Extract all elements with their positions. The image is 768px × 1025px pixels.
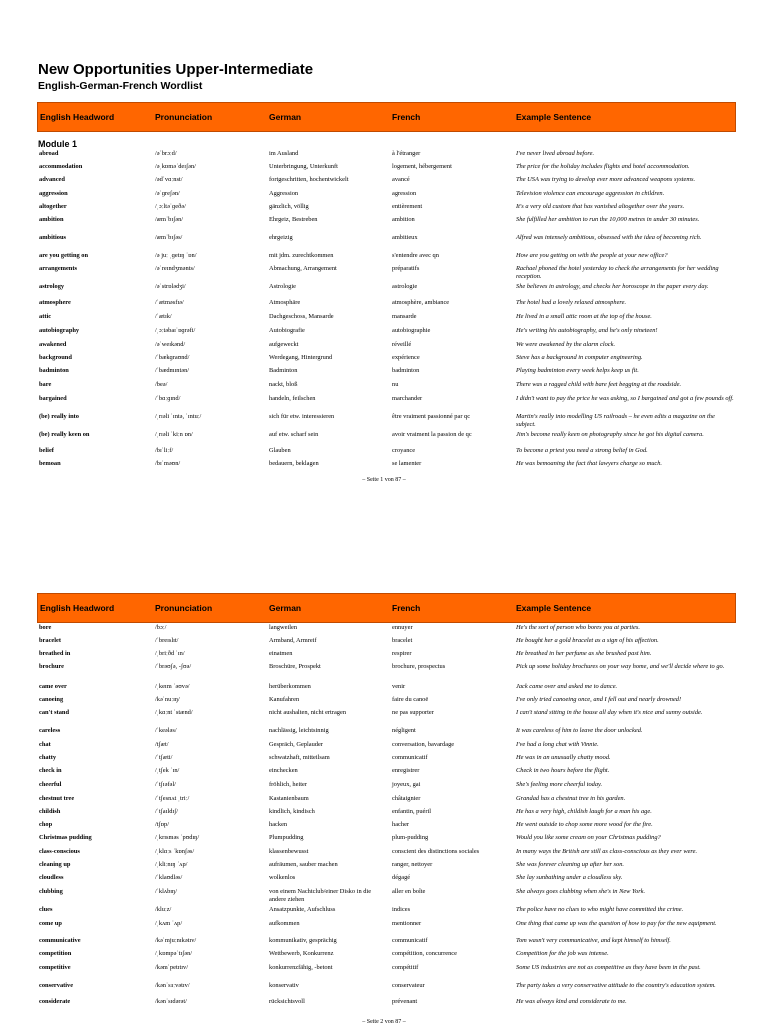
header-german: German <box>269 603 302 613</box>
cell-headword: (be) really keen on <box>39 431 90 438</box>
cell-french: être vraiment passionné par qc <box>392 413 471 420</box>
cell-french: réveillé <box>392 341 412 348</box>
cell-french: nu <box>392 381 399 388</box>
cell-pronunciation: /ˌkɒmpəˈtɪʃən/ <box>155 950 193 957</box>
cell-german: kindlich, kindisch <box>269 808 315 815</box>
cell-headword: competitive <box>39 964 71 971</box>
cell-french: bracelet <box>392 637 413 644</box>
cell-german: Ehrgeiz, Bestreben <box>269 216 318 223</box>
cell-headword: chestnut tree <box>39 795 75 802</box>
cell-headword: came over <box>39 683 67 690</box>
cell-pronunciation: /ˈbækɡraʊnd/ <box>155 354 190 361</box>
header-headword: English Headword <box>40 603 115 613</box>
cell-example: He has a very high, childish laugh for a man his age. <box>516 808 652 815</box>
cell-french: ne pas supporter <box>392 709 434 716</box>
cell-pronunciation: /əˌkɒməˈdeɪʃən/ <box>155 163 196 170</box>
cell-headword: cheerful <box>39 781 62 788</box>
cell-headword: badminton <box>39 367 69 374</box>
cell-headword: chat <box>39 741 51 748</box>
cell-french: respirer <box>392 650 412 657</box>
cell-german: einatmen <box>269 650 293 657</box>
cell-example: He's writing his autobiography, and he's only nineteen! <box>516 327 658 334</box>
cell-french: préparatifs <box>392 265 420 272</box>
cell-german: aufgeweckt <box>269 341 299 348</box>
cell-example: In many ways the British are still as class-conscious as they ever were. <box>516 848 698 855</box>
cell-example: Jim's become really keen on photography since he got his digital camera. <box>516 431 704 438</box>
cell-example: Pick up some holiday brochures on your way home, and we'll decide where to go. <box>516 663 725 670</box>
cell-headword: bargained <box>39 395 67 402</box>
cell-headword: considerate <box>39 998 71 1005</box>
cell-example: It was careless of him to leave the door unlocked. <box>516 727 643 734</box>
cell-german: im Ausland <box>269 150 299 157</box>
cell-german: Wettbewerb, Konkurrenz <box>269 950 334 957</box>
cell-german: aufräumen, sauber machen <box>269 861 338 868</box>
cell-french: expérience <box>392 354 420 361</box>
cell-pronunciation: /ˌrɪəli ˈɪntə, ˈɪntuː/ <box>155 413 202 420</box>
cell-french: communicatif <box>392 754 428 761</box>
cell-headword: atmosphere <box>39 299 71 306</box>
cell-german: einchecken <box>269 767 298 774</box>
cell-headword: accommodation <box>39 163 83 170</box>
cell-headword: astrology <box>39 283 65 290</box>
cell-german: Badminton <box>269 367 298 374</box>
cell-pronunciation: /ˈbædmɪntən/ <box>155 367 190 374</box>
cell-german: Abmachung, Arrangement <box>269 265 337 272</box>
cell-pronunciation: /kəˈmjuːnɪkətɪv/ <box>155 937 197 944</box>
cell-german: konkurrenzfähig, -betont <box>269 964 333 971</box>
cell-headword: are you getting on <box>39 252 89 259</box>
cell-french: châtaignier <box>392 795 421 802</box>
cell-example: She was forever cleaning up after her son. <box>516 861 625 868</box>
cell-headword: background <box>39 354 72 361</box>
cell-german: hacken <box>269 821 288 828</box>
cell-french: communicatif <box>392 937 428 944</box>
cell-german: nicht aushalten, nicht ertragen <box>269 709 347 716</box>
cell-french: se lamenter <box>392 460 422 467</box>
cell-german: rücksichtsvoll <box>269 998 305 1005</box>
cell-french: indices <box>392 906 411 913</box>
cell-french: compétition, concurrence <box>392 950 457 957</box>
cell-pronunciation: /ədˈvɑːnst/ <box>155 176 183 183</box>
cell-pronunciation: /ˌklɑːs ˈkɒnʃəs/ <box>155 848 195 855</box>
cell-headword: Christmas pudding <box>39 834 92 841</box>
cell-headword: ambition <box>39 216 64 223</box>
cell-headword: ambitious <box>39 234 66 241</box>
cell-german: nackt, bloß <box>269 381 298 388</box>
cell-pronunciation: /əˈweɪkənd/ <box>155 341 186 348</box>
cell-pronunciation: /ˌrɪəli ˈkiːn ɒn/ <box>155 431 193 438</box>
cell-french: croyance <box>392 447 416 454</box>
cell-german: herüberkommen <box>269 683 311 690</box>
cell-example: He was in an unusually chatty mood. <box>516 754 611 761</box>
cell-pronunciation: /ˈbɑːɡɪnd/ <box>155 395 181 402</box>
cell-headword: clues <box>39 906 53 913</box>
cell-example: Television violence can encourage aggression in children. <box>516 190 665 197</box>
cell-headword: communicative <box>39 937 81 944</box>
cell-headword: advanced <box>39 176 65 183</box>
cell-french: ranger, nettoyer <box>392 861 433 868</box>
cell-french: compétitif <box>392 964 419 971</box>
cell-french: ennuyer <box>392 624 413 631</box>
cell-example: She believes in astrology, and checks her horoscope in the paper every day. <box>516 283 709 290</box>
cell-example: Martin's really into modelling US railroads – he even edits a magazine on the subject. <box>516 413 715 428</box>
cell-example: He was always kind and considerate to me. <box>516 998 627 1005</box>
cell-example: Competition for the job was intense. <box>516 950 609 957</box>
cell-french: venir <box>392 683 406 690</box>
cell-headword: chop <box>39 821 53 828</box>
cell-headword: careless <box>39 727 61 734</box>
cell-pronunciation: /ˈætɪk/ <box>155 313 172 320</box>
cell-example: We were awakened by the alarm clock. <box>516 341 616 348</box>
cell-pronunciation: /ˈklʌbɪŋ/ <box>155 888 177 895</box>
cell-example: He's the sort of person who bores you at parties. <box>516 624 640 631</box>
cell-example: She's feeling more cheerful today. <box>516 781 603 788</box>
cell-german: auf etw. scharf sein <box>269 431 319 438</box>
cell-headword: come up <box>39 920 62 927</box>
cell-headword: abroad <box>39 150 59 157</box>
cell-example: He went outside to chop some more wood for the fire. <box>516 821 653 828</box>
cell-pronunciation: /beə/ <box>155 381 168 388</box>
cell-headword: check in <box>39 767 62 774</box>
cell-example: One thing that came up was the question of how to pay for the new equipment. <box>516 920 717 927</box>
cell-example: She lay sunbathing under a cloudless sky. <box>516 874 623 881</box>
header-example: Example Sentence <box>516 603 592 613</box>
cell-pronunciation: /bɔː/ <box>155 624 167 631</box>
cell-german: handeln, feilschen <box>269 395 316 402</box>
cell-example: The party takes a very conservative attitude to the country's education system. <box>516 982 716 989</box>
cell-example: The hotel had a lovely relaxed atmosphere. <box>516 299 627 306</box>
cell-headword: aggression <box>39 190 68 197</box>
cell-german: Glauben <box>269 447 291 454</box>
cell-pronunciation: /ˌkɑːnt ˈstænd/ <box>155 709 193 716</box>
header-german: German <box>269 112 302 122</box>
cell-french: conservateur <box>392 982 425 989</box>
cell-headword: attic <box>39 313 52 320</box>
cell-french: autobiographie <box>392 327 431 334</box>
cell-pronunciation: /ˌɔːltəˈɡeðə/ <box>155 203 186 210</box>
cell-pronunciation: /ˈkeələs/ <box>155 727 177 734</box>
cell-french: avancé <box>392 176 410 183</box>
cell-headword: canoeing <box>39 696 64 703</box>
cell-example: Rachael phoned the hotel yesterday to check the arrangements for her wedding reception. <box>516 265 719 280</box>
cell-example: She always goes clubbing when she's in New York. <box>516 888 646 895</box>
cell-french: conversation, bavardage <box>392 741 455 748</box>
cell-example: He bought her a gold bracelet as a sign of his affection. <box>516 637 659 644</box>
cell-french: prévenant <box>392 998 418 1005</box>
cell-german: Astrologie <box>269 283 296 290</box>
cell-headword: breathed in <box>39 650 71 657</box>
header-pronunciation: Pronunciation <box>155 112 213 122</box>
cell-pronunciation: /əˈstrɒlədʒi/ <box>155 283 186 290</box>
cell-french: atmosphère, ambiance <box>392 299 450 306</box>
cell-french: logement, hébergement <box>392 163 452 170</box>
cell-pronunciation: /ˈtʃæti/ <box>155 754 173 761</box>
cell-french: brochure, prospectus <box>392 663 446 670</box>
cell-example: Tom wasn't very communicative, and kept himself to himself. <box>516 937 671 944</box>
cell-german: Werdegang, Hintergrund <box>269 354 333 361</box>
cell-french: agression <box>392 190 417 197</box>
cell-example: I didn't want to pay the price he was asking, so I bargained and got a few pounds off. <box>516 395 734 402</box>
cell-headword: conservative <box>39 982 74 989</box>
cell-example: He breathed in her perfume as she brushed past him. <box>516 650 652 657</box>
page-footer-1: – Seite 1 von 87 – <box>362 477 406 483</box>
cell-headword: competition <box>39 950 72 957</box>
cell-german: fortgeschritten, hochentwickelt <box>269 176 349 183</box>
cell-pronunciation: /ˌtʃek ˈɪn/ <box>155 767 180 774</box>
cell-example: Some US industries are not as competitive as they have been in the past. <box>516 964 701 971</box>
cell-pronunciation: /ˈklaʊdləs/ <box>155 874 183 881</box>
cell-german: Aggression <box>269 190 299 197</box>
cell-example: Grandad has a chestnut tree in his garden. <box>516 795 626 802</box>
cell-german: bedauern, beklagen <box>269 460 319 467</box>
cell-headword: (be) really into <box>39 413 79 420</box>
cell-example: I've had a long chat with Vinnie. <box>516 741 599 748</box>
header-example: Example Sentence <box>516 112 592 122</box>
cell-german: Gespräch, Geplauder <box>269 741 323 748</box>
cell-example: Alfred was intensely ambitious, obsessed with the idea of becoming rich. <box>516 234 702 241</box>
cell-example: How are you getting on with the people at your new office? <box>516 252 668 259</box>
cell-pronunciation: /ˈtʃesnʌt ˌtriː/ <box>155 795 190 802</box>
cell-german: von einem Nachtclub/einer Disko in die andere ziehen <box>269 888 372 903</box>
cell-pronunciation: /ˈbreɪslɪt/ <box>155 637 179 644</box>
cell-german: Atmosphäre <box>269 299 301 306</box>
cell-pronunciation: /tʃɒp/ <box>155 821 169 828</box>
cell-pronunciation: /ˈætməsfɪə/ <box>155 299 184 306</box>
cell-pronunciation: /ˌkliːnɪŋ ˈʌp/ <box>155 861 188 868</box>
cell-french: plum-pudding <box>392 834 429 841</box>
cell-french: marchander <box>392 395 423 402</box>
cell-pronunciation: /əˈbrɔːd/ <box>155 150 177 157</box>
cell-example: I've only tried canoeing once, and I fell out and nearly drowned! <box>516 696 682 703</box>
cell-headword: class-conscious <box>39 848 80 855</box>
cell-headword: clubbing <box>39 888 63 895</box>
cell-example: The price for the holiday includes flights and hotel accommodation. <box>516 163 690 170</box>
cell-example: There was a ragged child with bare feet begging at the roadside. <box>516 381 682 388</box>
cell-german: wolkenlos <box>269 874 296 881</box>
cell-pronunciation: /əˈreɪndʒmənts/ <box>155 265 195 272</box>
cell-pronunciation: /kəˈnuːɪŋ/ <box>155 696 180 703</box>
cell-german: aufkommen <box>269 920 300 927</box>
table-header-page-1 <box>37 102 736 132</box>
cell-pronunciation: /ə juː ˌɡetɪŋ ˈɒn/ <box>155 252 197 259</box>
cell-pronunciation: /æmˈbɪʃən/ <box>155 216 184 223</box>
cell-german: kommunikativ, gesprächig <box>269 937 337 944</box>
cell-headword: bare <box>39 381 52 388</box>
document-subtitle: English-German-French Wordlist <box>38 80 203 92</box>
cell-example: Playing badminton every week helps keep us fit. <box>516 367 639 374</box>
cell-example: The USA was trying to develop ever more advanced weapons systems. <box>516 176 696 183</box>
cell-german: klassenbewusst <box>269 848 309 855</box>
cell-pronunciation: /ˌɔːtəbaɪˈɒɡrəfi/ <box>155 327 196 334</box>
cell-german: Kastanienbaum <box>269 795 309 802</box>
cell-french: à l'étranger <box>392 150 421 157</box>
cell-example: He was bemoaning the fact that lawyers charge so much. <box>516 460 663 467</box>
header-french: French <box>392 603 421 613</box>
cell-pronunciation: /kənˈsɜːvətɪv/ <box>155 982 190 989</box>
cell-headword: bemoan <box>39 460 61 467</box>
cell-french: dégagé <box>392 874 411 881</box>
cell-german: Kanufahren <box>269 696 300 703</box>
cell-pronunciation: /əˈɡreʃən/ <box>155 190 180 197</box>
cell-french: badminton <box>392 367 420 374</box>
cell-german: sich für etw. interessieren <box>269 413 335 420</box>
cell-headword: autobiography <box>39 327 80 334</box>
cell-german: Ansatzpunkte, Aufschluss <box>269 906 336 913</box>
cell-french: joyeux, gai <box>392 781 421 788</box>
cell-example: I can't stand sitting in the house all day when it's nice and sunny outside. <box>516 709 703 716</box>
cell-french: enfantin, puéril <box>392 808 432 815</box>
cell-example: Jack came over and asked me to dance. <box>516 683 618 690</box>
cell-french: négligent <box>392 727 416 734</box>
cell-german: Broschüre, Prospekt <box>269 663 321 670</box>
cell-headword: cloudless <box>39 874 64 881</box>
cell-example: He lived in a small attic room at the top of the house. <box>516 313 652 320</box>
cell-pronunciation: /ˈtʃɪəfəl/ <box>155 781 176 788</box>
cell-german: Armband, Armreif <box>269 637 317 644</box>
cell-german: schwatzhaft, mitteilsam <box>269 754 330 761</box>
page-footer-2: – Seite 2 von 87 – <box>362 1019 406 1025</box>
cell-example: The police have no clues to who might have committed the crime. <box>516 906 684 913</box>
cell-pronunciation: /tʃæt/ <box>155 741 169 748</box>
cell-headword: cleaning up <box>39 861 71 868</box>
cell-french: aller en boîte <box>392 888 426 895</box>
cell-french: enregistrer <box>392 767 420 774</box>
cell-german: fröhlich, heiter <box>269 781 307 788</box>
cell-pronunciation: /ˌkʌm ˈʌp/ <box>155 920 183 927</box>
cell-german: konservativ <box>269 982 299 989</box>
cell-headword: belief <box>39 447 54 454</box>
cell-german: gänzlich, völlig <box>269 203 309 210</box>
table-header-page-2 <box>37 593 736 623</box>
module-heading: Module 1 <box>38 139 78 149</box>
cell-french: mansarde <box>392 313 417 320</box>
cell-example: She fulfilled her ambition to run the 10,000 metres in under 30 minutes. <box>516 216 700 223</box>
cell-german: mit jdm. zurechtkommen <box>269 252 334 259</box>
cell-pronunciation: /bɪˈliːf/ <box>155 447 174 454</box>
cell-pronunciation: /ˈtʃaɪldɪʃ/ <box>155 808 179 815</box>
header-pronunciation: Pronunciation <box>155 603 213 613</box>
document-title: New Opportunities Upper-Intermediate <box>38 61 314 78</box>
cell-headword: bore <box>39 624 52 631</box>
cell-example: Check in two hours before the flight. <box>516 767 610 774</box>
cell-german: Plumpudding <box>269 834 304 841</box>
cell-german: langweilen <box>269 624 298 631</box>
cell-french: ambitieux <box>392 234 418 241</box>
cell-headword: bracelet <box>39 637 61 644</box>
cell-headword: awakened <box>39 341 67 348</box>
cell-german: Unterbringung, Unterkunft <box>269 163 338 170</box>
cell-german: Autobiografie <box>269 327 305 334</box>
cell-pronunciation: /ˌkrɪsməs ˈpʊdɪŋ/ <box>155 834 200 841</box>
header-french: French <box>392 112 421 122</box>
cell-pronunciation: /ˌkeɪm ˈəʊvə/ <box>155 683 190 690</box>
cell-headword: can't stand <box>39 709 70 716</box>
cell-pronunciation: /ˌbriːðd ˈɪn/ <box>155 650 185 657</box>
cell-example: I've never lived abroad before. <box>516 150 595 157</box>
cell-example: To become a priest you need a strong belief in God. <box>516 447 648 454</box>
cell-example: Steve has a background in computer engineering. <box>516 354 643 361</box>
cell-headword: childish <box>39 808 61 815</box>
cell-pronunciation: /æmˈbɪʃəs/ <box>155 234 183 241</box>
cell-french: entièrement <box>392 203 423 210</box>
cell-pronunciation: /bɪˈməʊn/ <box>155 460 181 467</box>
cell-example: It's a very old custom that has vanished altogether over the years. <box>516 203 685 210</box>
cell-headword: brochure <box>39 663 64 670</box>
cell-german: ehrgeizig <box>269 234 293 241</box>
cell-pronunciation: /kənˈsɪdərət/ <box>155 998 187 1005</box>
cell-french: avoir vraiment la passion de qc <box>392 431 472 438</box>
cell-headword: chatty <box>39 754 57 761</box>
cell-french: ambition <box>392 216 415 223</box>
cell-german: nachlässig, leichtsinnig <box>269 727 329 734</box>
cell-headword: arrangements <box>39 265 77 272</box>
cell-french: astrologie <box>392 283 418 290</box>
cell-example: Would you like some cream on your Christmas pudding? <box>516 834 661 841</box>
cell-german: Dachgeschoss, Mansarde <box>269 313 334 320</box>
cell-french: mentionner <box>392 920 422 927</box>
cell-french: faire du canoë <box>392 696 429 703</box>
cell-french: hacher <box>392 821 410 828</box>
header-headword: English Headword <box>40 112 115 122</box>
cell-french: s'entendre avec qn <box>392 252 439 259</box>
cell-pronunciation: /kəmˈpetɪtɪv/ <box>155 964 189 971</box>
cell-headword: altogether <box>39 203 67 210</box>
cell-pronunciation: /kluːz/ <box>155 906 172 913</box>
cell-french: conscient des distinctions sociales <box>392 848 480 855</box>
cell-pronunciation: /ˈbrəʊʃə, -ʃʊə/ <box>155 663 192 670</box>
